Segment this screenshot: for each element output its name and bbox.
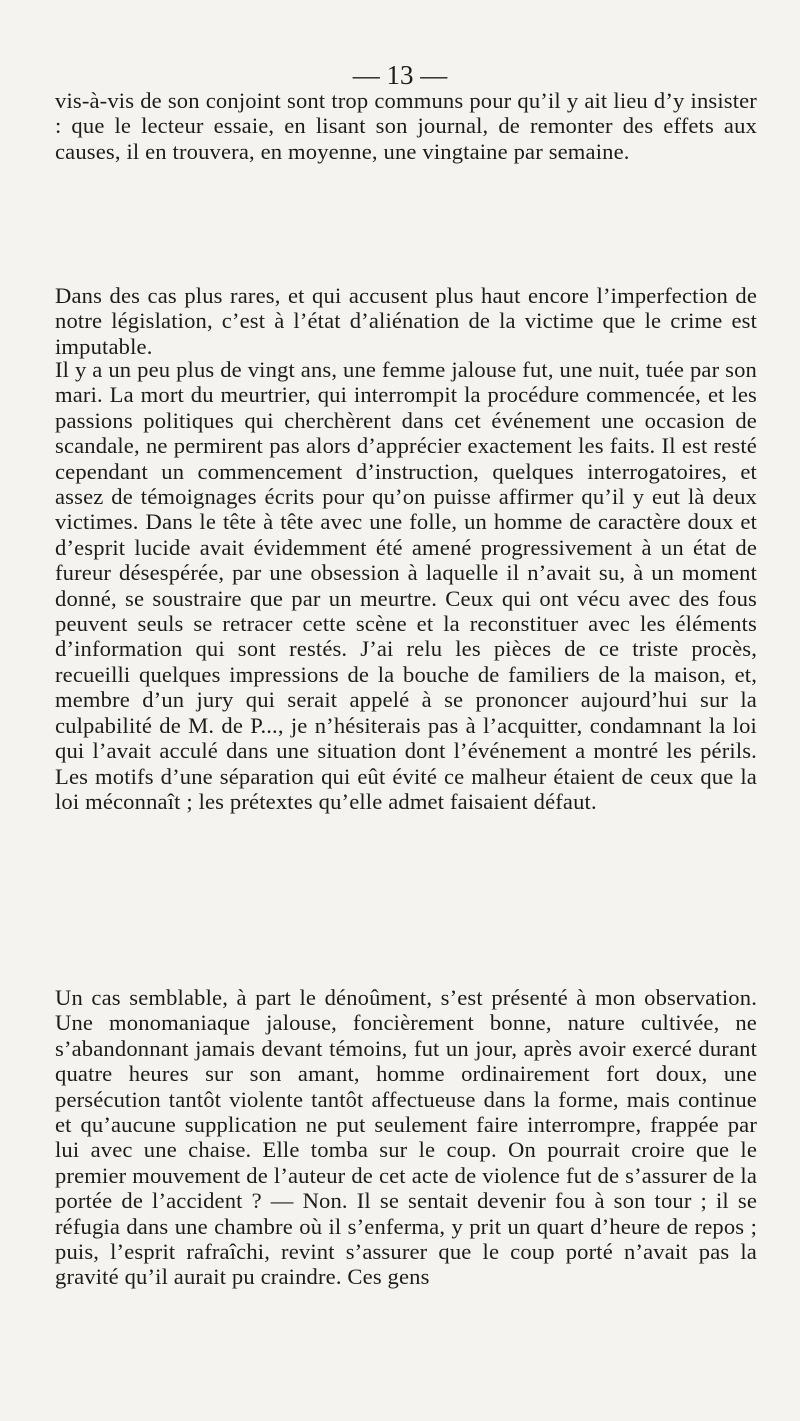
paragraph-first-case bbox=[55, 357, 757, 814]
paragraph-continuation bbox=[55, 88, 757, 164]
paragraph-second-case bbox=[55, 985, 757, 1290]
page-number: — 13 — bbox=[352, 60, 448, 90]
paragraph-text: Il y a un peu plus de vingt ans, une femme jalouse fut, une nuit, tuée par son mari. La mort du meurtrier, qui interrompit la procédure commencée, et les passions politiques qui cherchèrent dans cet événement une occasion de scandale, ne permirent pas alors d’apprécier exactement les faits. Il est resté cependant un commencement d’instruction, quelques interrogatoires, et assez de témoignages écrits pour qu’on puisse affirmer qu’il y eut là deux victimes. Dans le tête à tête avec une folle, un homme de caractère doux et d’esprit lucide avait évidemment été amené progressivement à un état de fureur désespérée, par une obsession à laquelle il n’avait su, à un moment donné, se soustraire que par un meurtre. Ceux qui ont vécu avec des fous peuvent seuls se retracer cette scène et la reconstituer avec les éléments d’information qui sont restés. J’ai relu les pièces de ce triste procès, recueilli quelques impressions de la bouche de familiers de la maison, et, membre d’un jury qui serait appelé à se prononcer aujourd’hui sur la culpabilité de M. de P..., je n’hésiterais pas à l’acquitter, condamnant la loi qui l’avait acculé dans une situation dont l’événement a montré les périls. Les motifs d’une séparation qui eût évité ce malheur étaient de ceux que la loi méconnaît ; les prétextes qu’elle admet faisaient défaut. bbox=[55, 357, 757, 814]
paragraph-text: vis-à-vis de son conjoint sont trop communs pour qu’il y ait lieu d’y insister : que le lecteur essaie, en lisant son journal, de remonter des effets aux causes, il en trouvera, en moyenne, une vingtaine par semaine. bbox=[55, 88, 757, 164]
paragraph-text: Un cas semblable, à part le dénoûment, s’est présenté à mon observation. Une monomaniaque jalouse, foncièrement bonne, nature cultivée, ne s’abandonnant jamais devant témoins, fut un jour, après avoir exercé durant quatre heures sur son amant, homme ordinairement fort doux, une persécution tantôt violente tantôt affectueuse dans la forme, mais continue et qu’aucune supplication ne put seulement faire interrompre, frappée par lui avec une chaise. Elle tomba sur le coup. On pourrait croire que le premier mouvement de l’auteur de cet acte de violence fut de s’assurer de la portée de l’accident ? — Non. Il se sentait devenir fou à son tour ; il se réfugia dans une chambre où il s’enferma, y prit un quart d’heure de repos ; puis, l’esprit rafraîchi, revint s’assurer que le coup porté n’avait pas la gravité qu’il aurait pu craindre. Ces gens bbox=[55, 985, 757, 1290]
paragraph-text: Dans des cas plus rares, et qui accusent plus haut encore l’imperfection de notre législation, c’est à l’état d’aliénation de la victime que le crime est imputable. bbox=[55, 283, 757, 359]
paragraph-legislation bbox=[55, 283, 757, 359]
